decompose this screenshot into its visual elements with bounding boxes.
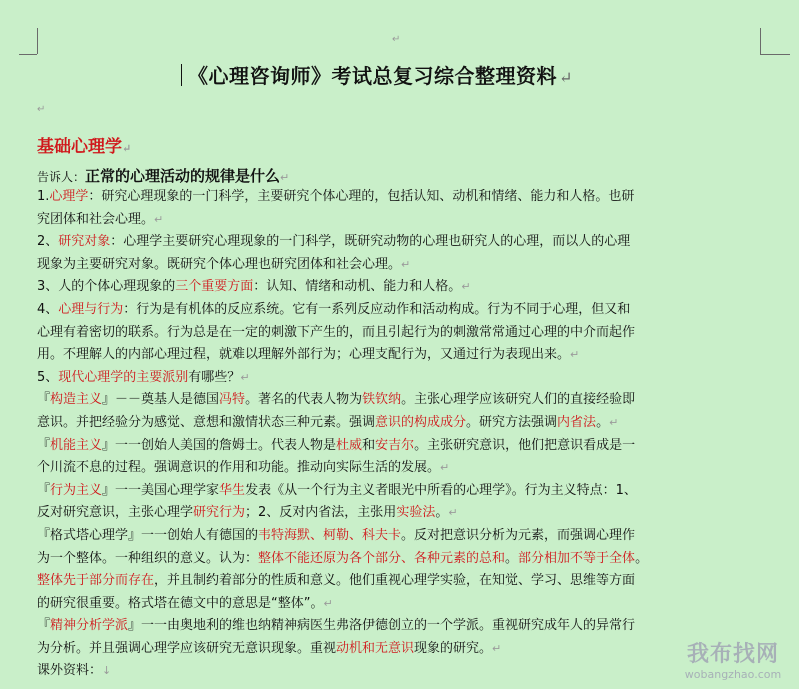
paragraph-line: 课外资料：↓	[37, 663, 112, 679]
paragraph-mark: ↵	[37, 104, 46, 115]
paragraph-line: 5、现代心理学的主要派别有哪些？↵	[37, 369, 250, 385]
document-title[interactable]: 《心理咨询师》考试总复习综合整理资料 ↵	[181, 60, 741, 89]
watermark-logo: 我布找网 wobangzhao.com	[684, 642, 782, 681]
text-cursor	[181, 64, 182, 86]
paragraph-line: 用。不理解人的内部心理过程，就难以理解外部行为；心理支配行为，又通过行为表现出来。↵	[37, 347, 580, 363]
paragraph-line: 『精神分析学派』一一由奥地利的维也纳精神病医生弗洛伊德创立的一个学派。重视研究成年人的异常行	[37, 618, 636, 634]
paragraph-line: 整体先于部分而存在，并且制约着部分的性质和意义。他们重视心理学实验，在知觉、学习、思维等方面	[37, 573, 636, 589]
paragraph-line: 『格式塔心理学』一一创始人有德国的韦特海默、柯勒、科夫卡。反对把意识分析为元素，而强调心理作	[37, 527, 636, 543]
paragraph-mark: ↵	[280, 171, 290, 184]
paragraph-line: 2、研究对象：心理学主要研究心理现象的一门科学，既研究动物的心理也研究人的心理，而以人的心理	[37, 234, 631, 250]
document-body[interactable]	[37, 186, 781, 683]
section-subtitle[interactable]: 告诉人：正常的心理活动的规律是什么↵	[37, 167, 290, 185]
paragraph-line: 为一个整体。一种组织的意义。认为：整体不能还原为各个部分、各种元素的总和。部分相加不等于全体。	[37, 550, 649, 566]
section-heading[interactable]: 基础心理学↵	[37, 137, 132, 157]
paragraph-line: 『构造主义』－－奠基人是德国冯特。著名的代表人物为铁钦纳。主张心理学应该研究人们的直接经验即	[37, 392, 636, 408]
paragraph-mark: ↵	[122, 142, 132, 155]
paragraph-line: 究团体和社会心理。↵	[37, 211, 164, 227]
paragraph-line: 『机能主义』一一创始人美国的詹姆士。代表人物是杜威和安吉尔。主张研究意识，他们把意识看成是一	[37, 437, 636, 453]
paragraph-line: 『行为主义』一一美国心理学家华生发表《从一个行为主义者眼光中所看的心理学》。行为主义特点：1、	[37, 482, 637, 498]
paragraph-line: 4、心理与行为：行为是有机体的反应系统。它有一系列反应动作和活动构成。行为不同于心理，但又和	[37, 301, 631, 317]
paragraph-mark: ↵	[392, 34, 401, 45]
paragraph-line: 现象为主要研究对象。既研究个体心理也研究团体和社会心理。↵	[37, 256, 411, 272]
paragraph-line: 为分析。并且强调心理学应该研究无意识现象。重视动机和无意识现象的研究。↵	[37, 640, 502, 656]
paragraph-line: 反对研究意识，主张心理学研究行为；2、反对内省法，主张用实验法。↵	[37, 505, 458, 521]
paragraph-line: 3、人的个体心理现象的三个重要方面：认知、情绪和动机、能力和人格。↵	[37, 279, 471, 295]
paragraph-line: 个川流不息的过程。强调意识的作用和功能。推动向实际生活的发展。↵	[37, 460, 450, 476]
paragraph-line: 1.心理学：研究心理现象的一门科学，主要研究个体心理的，包括认知、动机和情绪、能力和人格。也研	[37, 189, 635, 204]
paragraph-mark: ↵	[559, 68, 573, 87]
paragraph-line: 心理有着密切的联系。行为总是在一定的刺激下产生的，而且引起行为的刺激常常通过心理的中介而起作	[37, 324, 636, 340]
paragraph-line: 的研究很重要。格式塔在德文中的意思是“整体”。↵	[37, 595, 333, 611]
paragraph-line: 意识。并把经验分为感觉、意想和激情状态三种元素。强调意识的构成成分。研究方法强调内省法。↵	[37, 414, 619, 430]
